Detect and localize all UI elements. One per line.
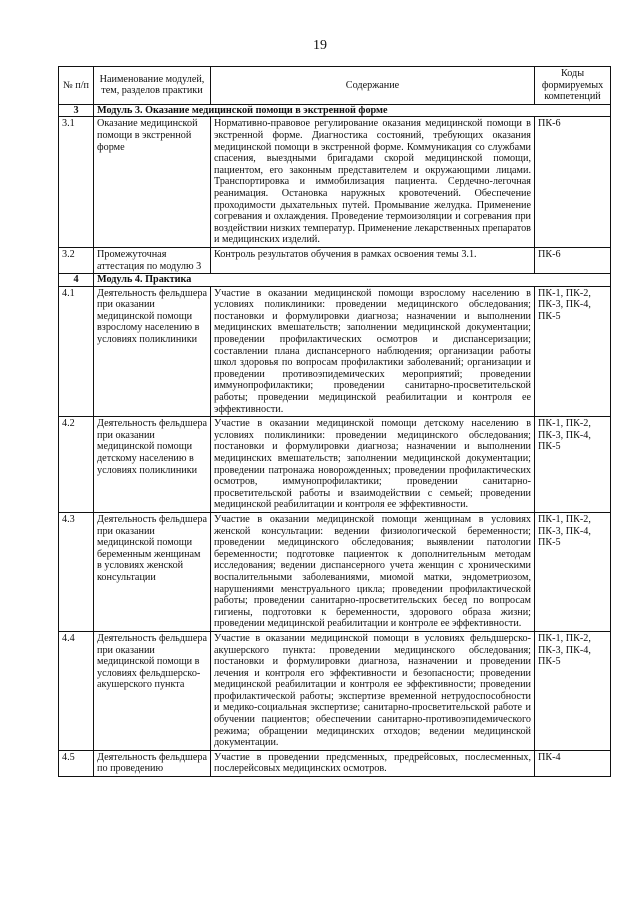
row-content: Участие в оказании медицинской помощи женщинам в условиях женской консультации: ведении физиологической беременности; проведении медицинского обследования; выявлении патологии беременности; подготовке пациенток к дополнительным методам исследования; ведении диспансерного учета женщин с хроническими воспалительными заболеваниями, миомой матки, эндометриозом, нарушениями менструального цикла; проведении профилактической работы; проведении санитарно-просветительских бесед по вопросам гигиены, подготовки к беременности, здорового образа жизни; проведении медицинской реабилитации и контроле ее эффективности. — [211, 512, 535, 631]
page-number: 19 — [313, 38, 327, 53]
row-content: Участие в оказании медицинской помощи взрослому населению в условиях поликлиники: проведении медицинского обследования; постановки и формулировки диагноза; назначении и выполнении медицинских вмешательств; заполнении медицинской документации; проведении профилактических осмотров и диспансеризации; составлении плана диспансерного наблюдения; организации работы школ здоровья по вопросам профилактики заболеваний; организации и проведении противоэпидемических мероприятий; проведении иммунопрофилактики; проведении санитарно-просветительской работы; проведении медицинской реабилитации и контроля ее эффективности. — [211, 286, 535, 417]
header-name: Наименование модулей, тем, разделов практики — [94, 67, 211, 105]
table-row — [59, 631, 611, 750]
row-content: Участие в оказании медицинской помощи в условиях фельдшерско-акушерского пункта: проведении медицинского обследования; постановки и формулировки диагноза, назначении и проведении лечения и контроля его эффективности и безопасности; проведении медицинской реабилитации и контроля ее эффективности; проведении профилактической работы; экспертизе временной нетрудоспособности и медико-социальная экспертизе; санитарно-просветительской работе и обучении пациентов; обеспечении санитарно-противоэпидемического режима; обращении медицинских отходов; ведении медицинской документации. — [211, 631, 535, 750]
module-number: 4 — [59, 274, 94, 287]
row-number: 3.1 — [59, 117, 94, 248]
row-codes: ПК-6 — [535, 117, 611, 248]
row-name: Деятельность фельдшера при оказании медицинской помощи взрослому населению в условиях поликлиники — [94, 286, 211, 417]
row-content: Участие в проведении предсменных, предрейсовых, послесменных, послерейсовых медицинских осмотров. — [211, 750, 535, 776]
row-codes: ПК-1, ПК-2, ПК-3, ПК-4, ПК-5 — [535, 286, 611, 417]
row-number: 4.4 — [59, 631, 94, 750]
row-name: Деятельность фельдшера при оказании медицинской помощи в условиях фельдшерско-акушерского пункта — [94, 631, 211, 750]
row-codes: ПК-1, ПК-2, ПК-3, ПК-4, ПК-5 — [535, 631, 611, 750]
module-3-row — [59, 104, 611, 117]
row-codes: ПК-1, ПК-2, ПК-3, ПК-4, ПК-5 — [535, 417, 611, 513]
row-codes: ПК-4 — [535, 750, 611, 776]
row-content: Участие в оказании медицинской помощи детскому населению в условиях поликлиники: проведении медицинского обследования; постановки и формулировки диагноза; назначении и выполнении медицинских вмешательств; заполнении медицинской документации; проведении патронажа новорожденных; проведении профилактических осмотров, иммунопрофилактики; проведении санитарно-просветительской работы и взаимодействии с семьей; проведении медицинской реабилитации и контроля ее эффективности. — [211, 417, 535, 513]
row-name: Деятельность фельдшера при оказании медицинской помощи детскому населению в условиях поликлиники — [94, 417, 211, 513]
table-row — [59, 247, 611, 273]
row-name: Деятельность фельдшера при оказании медицинской помощи беременным женщинам в условиях женской консультации — [94, 512, 211, 631]
row-number: 4.2 — [59, 417, 94, 513]
header-content: Содержание — [211, 67, 535, 105]
row-name: Деятельность фельдшера по проведению — [94, 750, 211, 776]
table-row — [59, 750, 611, 776]
header-num: № п/п — [59, 67, 94, 105]
table-row — [59, 286, 611, 417]
module-title: Модуль 4. Практика — [94, 274, 611, 287]
table-header-row — [59, 67, 611, 105]
header-codes: Коды формируемых компетенций — [535, 67, 611, 105]
row-number: 4.5 — [59, 750, 94, 776]
table-row — [59, 512, 611, 631]
table-row — [59, 117, 611, 248]
row-content: Нормативно-правовое регулирование оказания медицинской помощи в экстренной форме. Диагностика состояний, требующих оказания медицинской помощи в экстренной форме. Коммуникация со службами спасения, выездными бригадами скорой медицинской помощи, пациентом, его законным представителем и окружающими лицами. Транспортировка и иммобилизация пациента. Сердечно-легочная реанимация. Остановка наружных кровотечений. Обеспечение проходимости дыхательных путей. Промывание желудка. Применение согревания и охлаждения. Проведение термоизоляции и согревания при воздействии низких температур. Применение лекарственных препаратов и медицинских изделий. — [211, 117, 535, 248]
table-body — [59, 104, 611, 776]
row-codes: ПК-1, ПК-2, ПК-3, ПК-4, ПК-5 — [535, 512, 611, 631]
row-codes: ПК-6 — [535, 247, 611, 273]
table-row — [59, 417, 611, 513]
row-name: Промежуточная аттестация по модулю 3 — [94, 247, 211, 273]
row-content: Контроль результатов обучения в рамках освоения темы 3.1. — [211, 247, 535, 273]
module-4-row — [59, 274, 611, 287]
module-title: Модуль 3. Оказание медицинской помощи в экстренной форме — [94, 104, 611, 117]
module-number: 3 — [59, 104, 94, 117]
row-name: Оказание медицинской помощи в экстренной форме — [94, 117, 211, 248]
row-number: 4.3 — [59, 512, 94, 631]
row-number: 4.1 — [59, 286, 94, 417]
row-number: 3.2 — [59, 247, 94, 273]
curriculum-table — [58, 66, 611, 777]
